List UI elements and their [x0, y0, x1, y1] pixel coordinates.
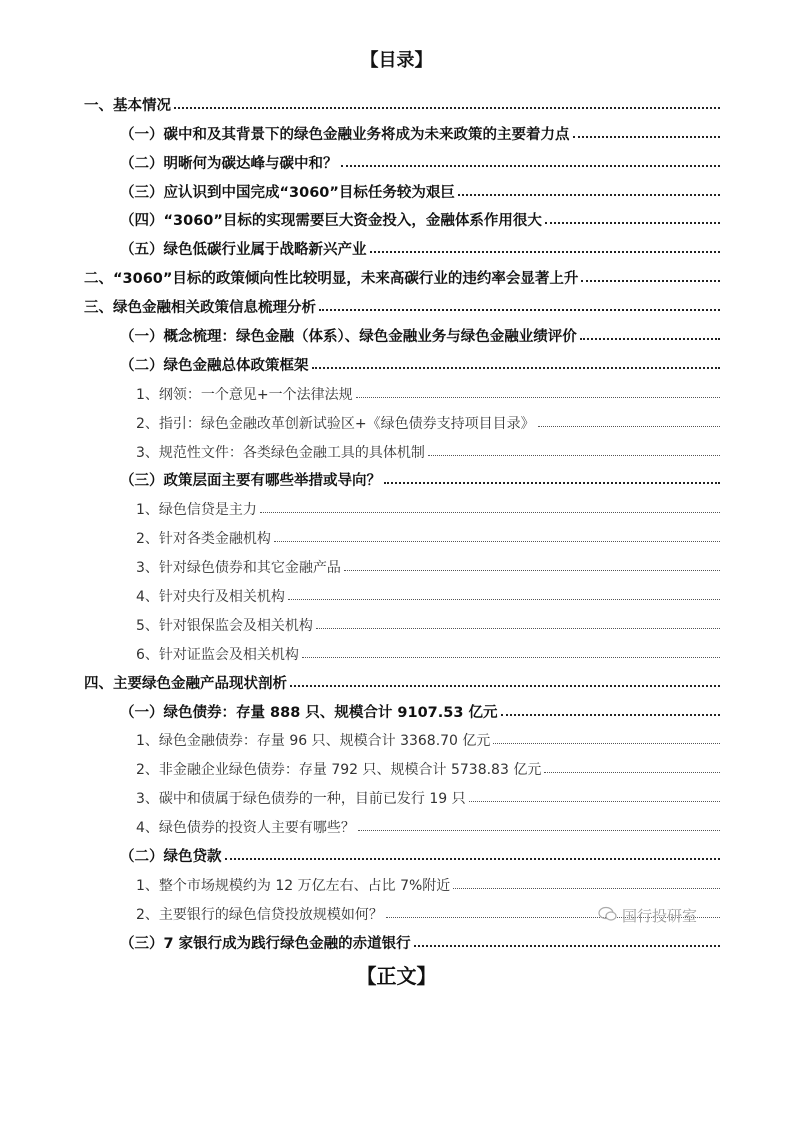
toc-entry[interactable]: [84, 519, 720, 548]
toc-entry[interactable]: [84, 808, 720, 837]
toc-entry[interactable]: [84, 924, 720, 953]
dot-leader: [545, 222, 720, 224]
toc-entry[interactable]: [84, 462, 720, 491]
dot-leader: [316, 628, 720, 629]
dot-leader: [290, 685, 720, 687]
toc-entry[interactable]: [84, 433, 720, 462]
toc-title: 【目录】: [360, 50, 433, 71]
toc-entry[interactable]: [84, 230, 720, 259]
dot-leader: [453, 888, 720, 889]
dot-leader: [544, 772, 720, 773]
toc-entry-text: （三）7 家银行成为践行绿色金融的赤道银行: [120, 935, 411, 952]
dot-leader: [370, 251, 721, 253]
toc-entry[interactable]: [84, 115, 720, 144]
dot-leader: [341, 165, 721, 167]
toc-entry-text: （三）应认识到中国完成“3060”目标任务较为艰巨: [120, 184, 455, 201]
toc-entry-text: （二）绿色金融总体政策框架: [120, 357, 309, 374]
dot-leader: [274, 541, 720, 542]
toc-entry-text: 2、主要银行的绿色信贷投放规模如何？: [136, 906, 383, 923]
toc-entry-text: 2、指引：绿色金融改革创新试验区+《绿色债券支持项目目录》: [136, 415, 535, 432]
watermark-text: 国行投研室: [622, 907, 698, 925]
toc-entry[interactable]: [84, 664, 720, 693]
toc-entry-text: （五）绿色低碳行业属于战略新兴产业: [120, 242, 367, 259]
toc-entry-text: 1、整个市场规模约为 12 万亿左右、占比 7%附近: [136, 877, 451, 894]
table-of-contents: [84, 86, 720, 953]
toc-entry[interactable]: [84, 779, 720, 808]
toc-entry[interactable]: [84, 722, 720, 751]
dot-leader: [288, 599, 720, 600]
toc-entry[interactable]: [84, 173, 720, 202]
toc-entry[interactable]: [84, 750, 720, 779]
dot-leader: [580, 338, 720, 340]
toc-entry-text: 6、针对证监会及相关机构: [136, 646, 299, 663]
toc-entry-text: （一）绿色债券：存量 888 只、规模合计 9107.53 亿元: [120, 704, 498, 721]
toc-entry[interactable]: [84, 259, 720, 288]
dot-leader: [414, 945, 720, 947]
toc-entry-text: 3、规范性文件：各类绿色金融工具的具体机制: [136, 444, 425, 461]
toc-entry-text: （一）概念梳理：绿色金融（体系）、绿色金融业务与绿色金融业绩评价: [120, 329, 577, 346]
toc-entry[interactable]: [84, 548, 720, 577]
dot-leader: [225, 858, 721, 860]
toc-entry-text: 3、针对绿色债券和其它金融产品: [136, 560, 341, 577]
toc-entry-text: （一）碳中和及其背景下的绿色金融业务将成为未来政策的主要着力点: [120, 126, 570, 143]
toc-entry-text: 三、绿色金融相关政策信息梳理分析: [84, 300, 316, 317]
toc-entry-text: 1、绿色信贷是主力: [136, 502, 257, 519]
toc-entry-text: （三）政策层面主要有哪些举措或导向？: [120, 473, 381, 490]
dot-leader: [493, 743, 720, 744]
toc-entry[interactable]: [84, 866, 720, 895]
toc-entry[interactable]: [84, 490, 720, 519]
toc-entry-text: 4、针对央行及相关机构: [136, 589, 285, 606]
toc-entry[interactable]: [84, 144, 720, 173]
toc-entry-text: （四）“3060”目标的实现需要巨大资金投入，金融体系作用很大: [120, 213, 542, 230]
dot-leader: [344, 570, 720, 571]
toc-entry[interactable]: [84, 693, 720, 722]
dot-leader: [573, 136, 721, 138]
toc-entry-text: （二）绿色贷款: [120, 849, 222, 866]
toc-entry[interactable]: [84, 404, 720, 433]
body-title: 【正文】: [356, 964, 437, 988]
dot-leader: [319, 309, 720, 311]
toc-entry-text: （二）明晰何为碳达峰与碳中和？: [120, 155, 338, 172]
toc-entry[interactable]: [84, 202, 720, 231]
dot-leader: [312, 367, 721, 369]
toc-entry-text: 二、“3060”目标的政策倾向性比较明显，未来高碳行业的违约率会显著上升: [84, 271, 579, 288]
dot-leader: [538, 426, 720, 427]
dot-leader: [174, 107, 720, 109]
toc-entry-text: 1、绿色金融债券：存量 96 只、规模合计 3368.70 亿元: [136, 733, 491, 750]
dot-leader: [358, 830, 720, 831]
toc-entry[interactable]: [84, 837, 720, 866]
dot-leader: [260, 512, 720, 513]
dot-leader: [469, 801, 720, 802]
toc-entry[interactable]: [84, 606, 720, 635]
dot-leader: [384, 482, 720, 484]
toc-entry-text: 2、非金融企业绿色债券：存量 792 只、规模合计 5738.83 亿元: [136, 762, 542, 779]
dot-leader: [458, 194, 720, 196]
toc-entry-text: 3、碳中和债属于绿色债券的一种，目前已发行 19 只: [136, 791, 466, 808]
toc-entry-text: 2、针对各类金融机构: [136, 531, 271, 548]
wechat-icon: [598, 906, 618, 926]
toc-entry[interactable]: [84, 635, 720, 664]
dot-leader: [356, 397, 720, 398]
toc-entry-text: 四、主要绿色金融产品现状剖析: [84, 675, 287, 692]
toc-entry[interactable]: [84, 288, 720, 317]
toc-entry[interactable]: [84, 317, 720, 346]
toc-entry-text: 一、基本情况: [84, 97, 171, 114]
watermark: [598, 905, 697, 926]
dot-leader: [302, 657, 720, 658]
toc-entry[interactable]: [84, 375, 720, 404]
dot-leader: [501, 714, 720, 716]
toc-entry[interactable]: [84, 346, 720, 375]
dot-leader: [428, 455, 720, 456]
toc-entry-text: 5、针对银保监会及相关机构: [136, 617, 313, 634]
toc-entry[interactable]: [84, 577, 720, 606]
dot-leader: [581, 280, 720, 282]
toc-entry[interactable]: [84, 86, 720, 115]
toc-entry-text: 4、绿色债券的投资人主要有哪些？: [136, 820, 355, 837]
toc-entry-text: 1、纲领：一个意见+一个法律法规: [136, 386, 353, 403]
